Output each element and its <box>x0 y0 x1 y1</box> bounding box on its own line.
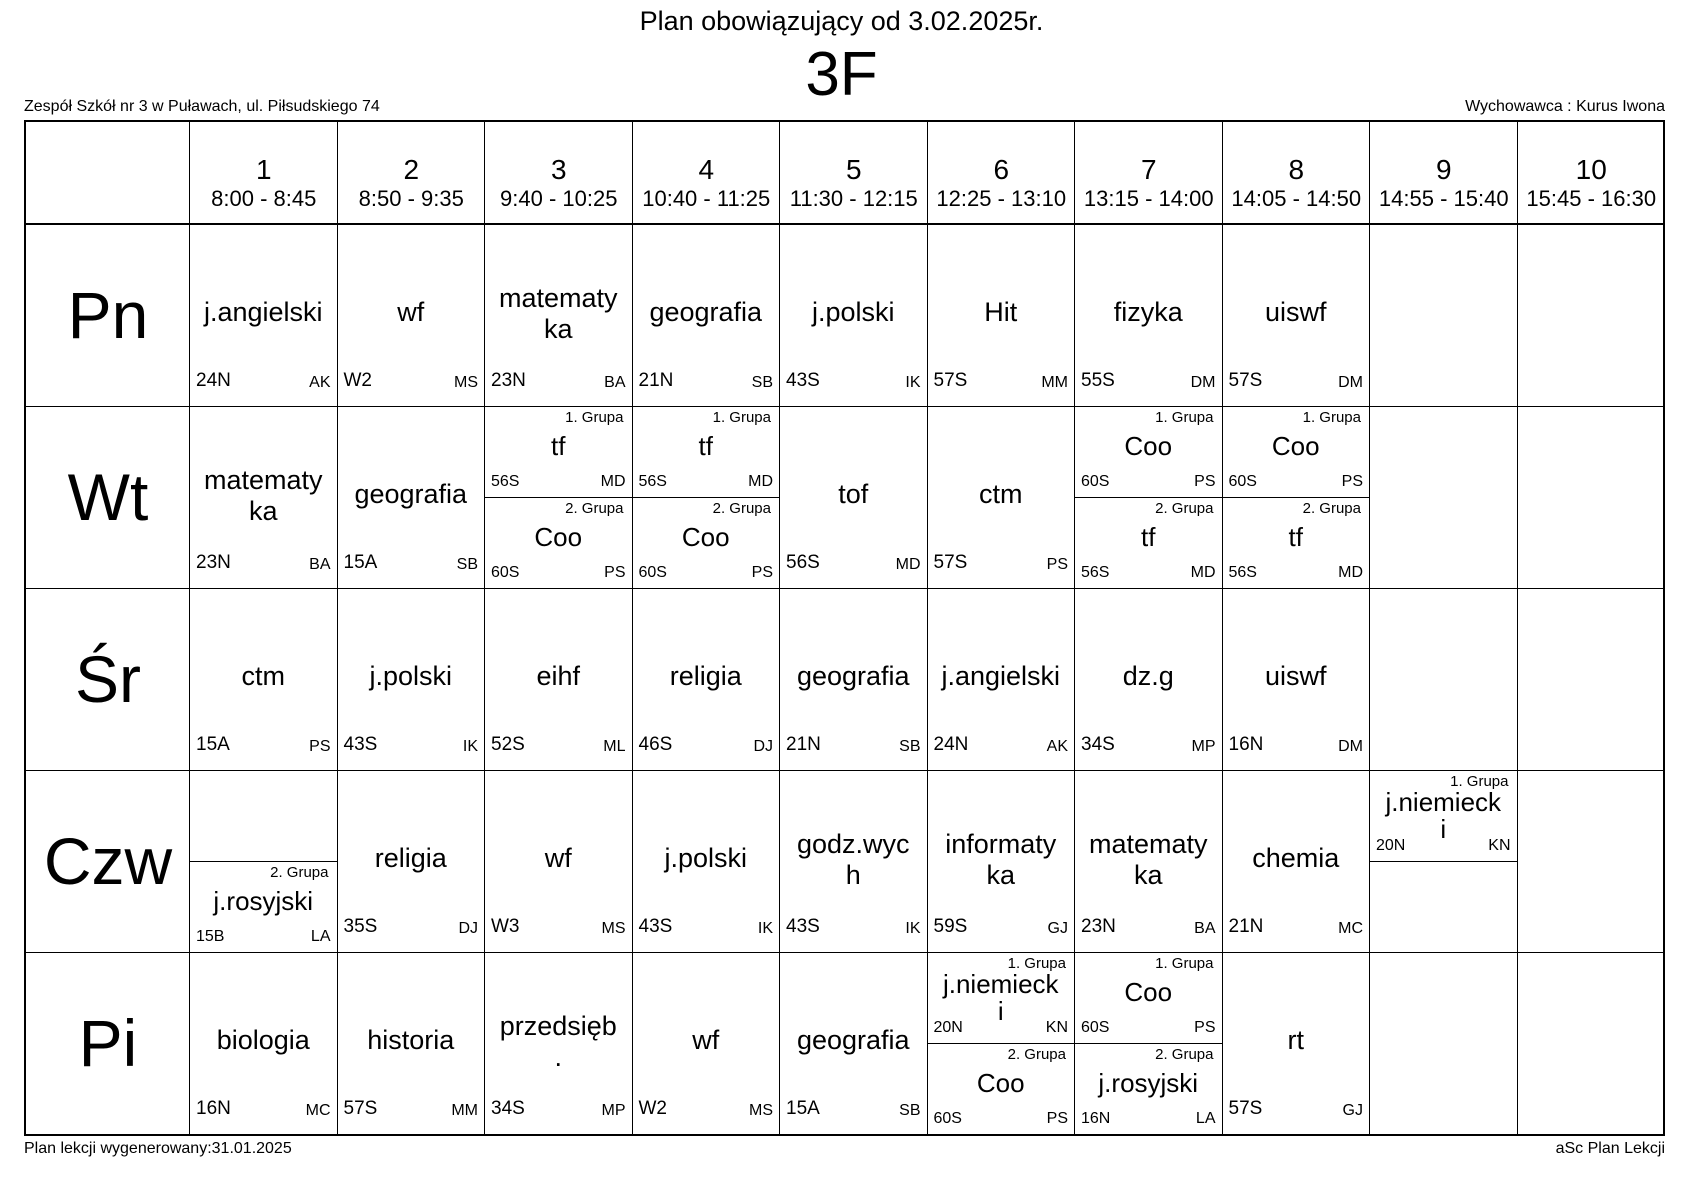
lesson-room: 56S <box>638 473 667 490</box>
lesson-cell[interactable] <box>338 953 485 1134</box>
group-label: 1. Grupa <box>1302 409 1361 426</box>
lesson-cell[interactable] <box>485 771 632 952</box>
lesson-teacher: LA <box>310 928 331 945</box>
period-time: 15:45 - 16:30 <box>1526 186 1657 211</box>
lesson-teacher: PS <box>1194 473 1216 490</box>
lesson-teacher: SB <box>456 556 478 573</box>
lesson-subject: dz.g <box>1122 661 1174 691</box>
period-header <box>485 122 633 224</box>
lesson-room: W2 <box>343 370 372 391</box>
grid-column-line <box>1517 122 1518 1134</box>
lesson-room: 15A <box>786 1098 820 1119</box>
lesson-cell[interactable] <box>1075 407 1222 588</box>
lesson-teacher: SB <box>899 1102 921 1119</box>
lesson-group-bottom[interactable] <box>1075 498 1222 588</box>
generated-date: Plan lekcji wygenerowany:31.01.2025 <box>24 1140 292 1157</box>
lesson-room: 15B <box>196 928 225 945</box>
day-label: Śr <box>75 642 141 716</box>
period-number: 3 <box>550 154 567 185</box>
period-time: 9:40 - 10:25 <box>500 186 618 211</box>
group-label: 2. Grupa <box>712 500 771 517</box>
lesson-subject: eihf <box>536 661 581 691</box>
lesson-teacher: MS <box>749 1102 773 1119</box>
lesson-room: 60S <box>1081 473 1110 490</box>
lesson-room: 57S <box>933 552 968 573</box>
lesson-teacher: IK <box>905 920 921 937</box>
period-header <box>928 122 1076 224</box>
period-number: 4 <box>698 154 715 185</box>
lesson-subject: Coo <box>681 522 730 552</box>
lesson-subject: j.angielski <box>203 297 323 327</box>
lesson-room: 59S <box>933 916 968 937</box>
lesson-subject: matematy ka <box>498 283 618 344</box>
lesson-cell[interactable] <box>633 771 780 952</box>
lesson-cell[interactable] <box>1370 771 1517 952</box>
lesson-teacher: MC <box>305 1102 331 1119</box>
lesson-subject: tf <box>1288 522 1303 552</box>
lesson-room: 60S <box>638 564 667 581</box>
lesson-subject: ctm <box>979 479 1023 509</box>
period-time: 8:50 - 9:35 <box>358 186 464 211</box>
lesson-group-bottom[interactable] <box>1075 1044 1222 1134</box>
lesson-group-top[interactable] <box>1075 953 1222 1043</box>
lesson-teacher: MD <box>895 556 921 573</box>
lesson-room: 55S <box>1081 370 1115 391</box>
lesson-cell[interactable] <box>780 771 927 952</box>
lesson-cell[interactable] <box>338 225 485 406</box>
grid-column-line <box>1369 122 1370 1134</box>
day-label: Pn <box>67 278 149 352</box>
lesson-group-top[interactable] <box>1370 771 1517 861</box>
lesson-room: 16N <box>1081 1110 1111 1127</box>
period-time: 14:05 - 14:50 <box>1231 186 1362 211</box>
lesson-room: 21N <box>1228 916 1264 937</box>
lesson-group-top[interactable] <box>1075 407 1222 497</box>
lesson-group-bottom[interactable] <box>1223 498 1370 588</box>
lesson-room: W2 <box>638 1098 667 1119</box>
lesson-cell[interactable] <box>928 953 1075 1134</box>
lesson-cell[interactable] <box>1223 225 1370 406</box>
period-header <box>1223 122 1371 224</box>
lesson-teacher: PS <box>751 564 773 581</box>
period-number: 5 <box>845 154 862 185</box>
lesson-cell[interactable] <box>190 953 337 1134</box>
lesson-subject: tf <box>551 431 566 461</box>
lesson-subject: uiswf <box>1264 661 1327 691</box>
lesson-subject: tf <box>1141 522 1156 552</box>
lesson-group-top[interactable] <box>633 407 780 497</box>
lesson-cell[interactable] <box>1223 589 1370 770</box>
lesson-room: 23N <box>491 370 526 391</box>
lesson-group-bottom[interactable] <box>485 498 632 588</box>
lesson-teacher: GJ <box>1047 920 1068 937</box>
day-label: Pi <box>78 1006 138 1080</box>
lesson-teacher: BA <box>604 374 626 391</box>
period-header <box>190 122 338 224</box>
period-time: 10:40 - 11:25 <box>642 186 771 211</box>
lesson-subject: matematy ka <box>1088 829 1208 890</box>
group-label: 2. Grupa <box>565 500 624 517</box>
lesson-teacher: DM <box>1338 738 1363 755</box>
lesson-room: 21N <box>638 370 674 391</box>
lesson-teacher: BA <box>1194 920 1216 937</box>
lesson-subject: Coo <box>1124 977 1173 1007</box>
day-label: Czw <box>43 824 173 898</box>
lesson-subject: wf <box>397 297 425 327</box>
lesson-teacher: PS <box>309 738 331 755</box>
lesson-teacher: MP <box>1191 738 1216 755</box>
group-label: 2. Grupa <box>1302 500 1361 517</box>
lesson-teacher: DM <box>1338 374 1363 391</box>
lesson-room: 56S <box>491 473 520 490</box>
lesson-room: 35S <box>343 916 378 937</box>
period-number: 7 <box>1140 154 1157 185</box>
period-number: 6 <box>993 154 1010 185</box>
lesson-subject: j.niemieck i <box>942 969 1059 1026</box>
lesson-teacher: KN <box>1045 1019 1068 1036</box>
lesson-subject: geografia <box>796 661 910 691</box>
group-label: 1. Grupa <box>712 409 771 426</box>
day-label: Wt <box>67 460 149 534</box>
lesson-cell[interactable] <box>190 589 337 770</box>
lesson-teacher: MD <box>1338 564 1363 581</box>
lesson-room: 57S <box>1228 1098 1263 1119</box>
lesson-cell[interactable] <box>633 407 780 588</box>
lesson-cell[interactable] <box>338 771 485 952</box>
period-header <box>338 122 486 224</box>
lesson-room: 20N <box>1376 837 1406 854</box>
group-separator <box>1370 861 1517 862</box>
lesson-room: 52S <box>491 734 525 755</box>
lesson-subject: biologia <box>216 1025 310 1055</box>
lesson-teacher: IK <box>462 738 478 755</box>
lesson-subject: wf <box>544 843 572 873</box>
lesson-room: 16N <box>1228 734 1264 755</box>
lesson-group-top[interactable] <box>928 953 1075 1043</box>
lesson-group-bottom[interactable] <box>633 498 780 588</box>
lesson-room: 56S <box>786 552 820 573</box>
lesson-cell[interactable] <box>1075 771 1222 952</box>
lesson-room: 60S <box>491 564 520 581</box>
lesson-subject: fizyka <box>1113 297 1183 327</box>
lesson-cell[interactable] <box>190 771 337 952</box>
lesson-room: 43S <box>343 734 378 755</box>
plan-title: Plan obowiązujący od 3.02.2025r. <box>639 6 1044 36</box>
lesson-cell[interactable] <box>1075 225 1222 406</box>
lesson-subject: chemia <box>1252 843 1340 873</box>
lesson-cell[interactable] <box>1075 953 1222 1134</box>
period-number: 1 <box>255 154 272 185</box>
lesson-cell[interactable] <box>485 589 632 770</box>
lesson-teacher: MC <box>1338 920 1363 937</box>
lesson-subject: geografia <box>354 479 468 509</box>
lesson-cell[interactable] <box>633 225 780 406</box>
lesson-subject: Hit <box>984 297 1018 327</box>
lesson-teacher: MM <box>1041 374 1068 391</box>
lesson-subject: geografia <box>796 1025 910 1055</box>
lesson-room: 34S <box>491 1098 525 1119</box>
lesson-room: 60S <box>933 1110 962 1127</box>
lesson-cell[interactable] <box>780 225 927 406</box>
lesson-room: 56S <box>1228 564 1257 581</box>
lesson-cell[interactable] <box>633 589 780 770</box>
lesson-teacher: KN <box>1488 837 1511 854</box>
lesson-teacher: AK <box>309 374 331 391</box>
lesson-teacher: GJ <box>1342 1102 1363 1119</box>
lesson-teacher: AK <box>1046 738 1068 755</box>
lesson-room: 57S <box>343 1098 378 1119</box>
lesson-cell[interactable] <box>928 407 1075 588</box>
period-header <box>780 122 928 224</box>
group-label: 1. Grupa <box>1155 955 1214 972</box>
lesson-group-top[interactable] <box>485 407 632 497</box>
lesson-teacher: PS <box>604 564 626 581</box>
lesson-cell[interactable] <box>485 407 632 588</box>
lesson-room: 56S <box>1081 564 1110 581</box>
lesson-teacher: MS <box>601 920 626 937</box>
lesson-subject: historia <box>367 1025 455 1055</box>
lesson-cell[interactable] <box>190 225 337 406</box>
lesson-cell[interactable] <box>485 953 632 1134</box>
lesson-subject: ctm <box>241 661 285 691</box>
class-name: 3F <box>805 40 878 109</box>
lesson-cell[interactable] <box>780 589 927 770</box>
lesson-teacher: DJ <box>458 920 478 937</box>
lesson-group-bottom[interactable] <box>928 1044 1075 1134</box>
group-label: 1. Grupa <box>565 409 624 426</box>
lesson-cell[interactable] <box>1223 407 1370 588</box>
lesson-room: 43S <box>638 916 673 937</box>
lesson-room: 23N <box>196 552 231 573</box>
lesson-room: 15A <box>196 734 230 755</box>
lesson-cell[interactable] <box>1075 589 1222 770</box>
lesson-room: 24N <box>933 734 969 755</box>
lesson-subject: j.niemieck i <box>1385 787 1502 844</box>
lesson-teacher: IK <box>757 920 773 937</box>
group-label: 2. Grupa <box>270 864 329 881</box>
lesson-teacher: PS <box>1046 1110 1068 1127</box>
lesson-room: 21N <box>786 734 821 755</box>
group-label: 1. Grupa <box>1450 773 1509 790</box>
period-number: 9 <box>1435 154 1452 185</box>
lesson-subject: Coo <box>1271 431 1320 461</box>
lesson-cell[interactable] <box>633 953 780 1134</box>
period-time: 11:30 - 12:15 <box>789 186 918 211</box>
lesson-teacher: PS <box>1341 473 1363 490</box>
lesson-teacher: SB <box>899 738 921 755</box>
group-label: 2. Grupa <box>1155 1046 1214 1063</box>
period-number: 8 <box>1288 154 1305 185</box>
lesson-teacher: DM <box>1190 374 1216 391</box>
group-label: 1. Grupa <box>1155 409 1214 426</box>
lesson-teacher: MD <box>1190 564 1216 581</box>
lesson-subject: religia <box>374 843 447 873</box>
lesson-teacher: MD <box>748 473 773 490</box>
lesson-teacher: PS <box>1046 556 1068 573</box>
period-header <box>1518 122 1666 224</box>
lesson-subject: Coo <box>976 1068 1025 1098</box>
lesson-subject: rt <box>1287 1025 1304 1055</box>
lesson-teacher: LA <box>1195 1110 1216 1127</box>
lesson-room: 60S <box>1081 1019 1110 1036</box>
lesson-subject: tof <box>838 479 869 509</box>
period-time: 13:15 - 14:00 <box>1083 186 1214 211</box>
timetable-grid <box>24 120 1665 1136</box>
period-time: 8:00 - 8:45 <box>211 186 317 211</box>
lesson-subject: matematy ka <box>203 465 323 526</box>
lesson-room: 43S <box>786 370 820 391</box>
period-header <box>1370 122 1518 224</box>
lesson-subject: j.polski <box>369 661 453 691</box>
lesson-room: 16N <box>196 1098 231 1119</box>
lesson-room: 20N <box>933 1019 963 1036</box>
lesson-subject: j.angielski <box>941 661 1061 691</box>
lesson-teacher: IK <box>905 374 921 391</box>
group-label: 2. Grupa <box>1007 1046 1066 1063</box>
tutor-name: Wychowawca : Kurus Iwona <box>1465 98 1665 115</box>
lesson-subject: j.rosyjski <box>213 886 314 916</box>
lesson-room: 15A <box>343 552 378 573</box>
lesson-teacher: BA <box>309 556 331 573</box>
lesson-subject: j.polski <box>664 843 748 873</box>
lesson-subject: geografia <box>649 297 763 327</box>
period-number: 2 <box>403 154 420 185</box>
lesson-teacher: DJ <box>753 738 773 755</box>
period-header <box>1075 122 1223 224</box>
lesson-subject: religia <box>669 661 742 691</box>
lesson-teacher: SB <box>751 374 773 391</box>
lesson-subject: j.rosyjski <box>1098 1068 1199 1098</box>
lesson-cell[interactable] <box>780 407 927 588</box>
lesson-subject: wf <box>692 1025 720 1055</box>
lesson-teacher: MM <box>451 1102 478 1119</box>
lesson-group-top[interactable] <box>1223 407 1370 497</box>
lesson-subject: Coo <box>1124 431 1173 461</box>
lesson-teacher: MP <box>601 1102 626 1119</box>
lesson-subject: j.polski <box>811 297 895 327</box>
lesson-subject: uiswf <box>1264 297 1327 327</box>
lesson-cell[interactable] <box>190 407 337 588</box>
lesson-cell[interactable] <box>338 589 485 770</box>
lesson-subject: informaty ka <box>945 829 1057 890</box>
lesson-teacher: ML <box>603 738 626 755</box>
lesson-cell[interactable] <box>928 771 1075 952</box>
lesson-cell[interactable] <box>928 225 1075 406</box>
lesson-room: W3 <box>491 916 520 937</box>
lesson-subject: przedsięb . <box>499 1011 617 1072</box>
school-name: Zespół Szkół nr 3 w Puławach, ul. Piłsudskiego 74 <box>24 98 380 115</box>
lesson-teacher: MS <box>454 374 478 391</box>
group-label: 2. Grupa <box>1155 500 1214 517</box>
lesson-room: 34S <box>1081 734 1115 755</box>
lesson-subject: tf <box>698 431 713 461</box>
lesson-room: 60S <box>1228 473 1257 490</box>
period-number: 10 <box>1575 154 1607 185</box>
lesson-teacher: PS <box>1194 1019 1216 1036</box>
lesson-subject: godz.wyc h <box>796 829 910 890</box>
lesson-room: 57S <box>933 370 968 391</box>
lesson-cell[interactable] <box>485 225 632 406</box>
lesson-room: 23N <box>1081 916 1116 937</box>
lesson-room: 43S <box>786 916 820 937</box>
lesson-cell[interactable] <box>338 407 485 588</box>
lesson-group-bottom[interactable] <box>190 862 337 952</box>
lesson-room: 57S <box>1228 370 1263 391</box>
period-time: 14:55 - 15:40 <box>1378 186 1509 211</box>
period-header <box>633 122 781 224</box>
lesson-room: 46S <box>638 734 673 755</box>
lesson-cell[interactable] <box>1223 771 1370 952</box>
lesson-cell[interactable] <box>780 953 927 1134</box>
lesson-subject: Coo <box>534 522 583 552</box>
lesson-room: 24N <box>196 370 231 391</box>
lesson-cell[interactable] <box>928 589 1075 770</box>
lesson-teacher: MD <box>600 473 626 490</box>
group-label: 1. Grupa <box>1007 955 1066 972</box>
lesson-cell[interactable] <box>1223 953 1370 1134</box>
software-name: aSc Plan Lekcji <box>1555 1140 1665 1157</box>
period-time: 12:25 - 13:10 <box>936 186 1067 211</box>
